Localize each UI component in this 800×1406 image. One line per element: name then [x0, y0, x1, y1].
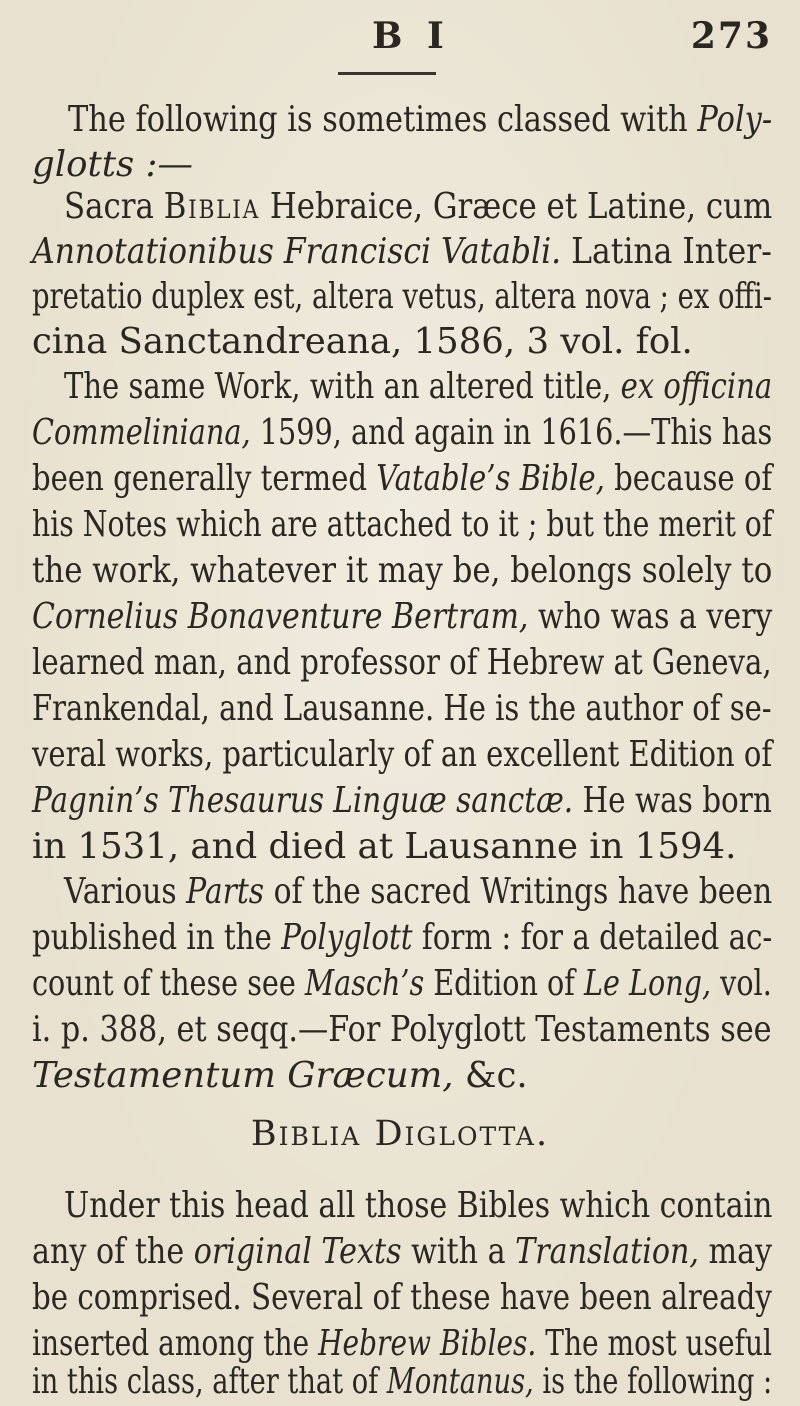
text-line-24: any of the original Texts with a Translation, may	[32, 1231, 773, 1272]
text-line-26: inserted among the Hebrew Bibles. The most useful	[32, 1323, 773, 1364]
text-line-5: pretatio duplex est, altera vetus, altera nova ; ex offi-	[32, 276, 773, 317]
text-line-20: count of these see Masch’s Edition of Le Long, vol.	[32, 963, 772, 1004]
text-line-15: veral works, particularly of an excellent Edition of	[32, 734, 773, 775]
text-line-25: be comprised. Several of these have been already	[32, 1277, 772, 1318]
text-line-6: cina Sanctandreana, 1586, 3 vol. fol.	[32, 321, 693, 362]
text-line-18: Various Parts of the sacred Writings have been	[64, 871, 773, 912]
text-line-11: the work, whatever it may be, belongs solely to	[32, 550, 773, 591]
text-line-23: Under this head all those Bibles which contain	[64, 1185, 773, 1226]
text-line-3: Sacra Biblia Hebraice, Græce et Latine, cum	[64, 186, 773, 227]
text-line-17: in 1531, and died at Lausanne in 1594.	[32, 826, 737, 867]
text-line-7: The same Work, with an altered title, ex officina	[64, 366, 773, 407]
text-line-13: learned man, and professor of Hebrew at Geneva,	[32, 642, 772, 683]
text-line-9: been generally termed Vatable’s Bible, because of	[32, 458, 773, 499]
text-line-21: i. p. 388, et seqq.—For Polyglott Testaments see	[32, 1009, 772, 1050]
text-line-22: Testamentum Græcum, &c.	[32, 1055, 528, 1096]
page-header	[0, 14, 800, 64]
text-line-8: Commeliniana, 1599, and again in 1616.—This has	[32, 412, 773, 453]
page-number: 273	[690, 15, 772, 57]
text-line-16: Pagnin’s Thesaurus Linguæ sanctæ. He was born	[32, 780, 772, 821]
text-line-14: Frankendal, and Lausanne. He is the author of se-	[32, 688, 772, 729]
text-line-10: his Notes which are attached to it ; but the merit of	[32, 504, 773, 545]
header-rule	[338, 72, 436, 75]
signature-mark: B I	[372, 15, 450, 57]
text-line-4: Annotationibus Francisci Vatabli. Latina Inter-	[32, 231, 772, 272]
text-line-27: in this class, after that of Montanus, is the following :	[32, 1361, 773, 1402]
text-line-19: published in the Polyglott form : for a detailed ac-	[32, 917, 773, 958]
text-line-12: Cornelius Bonaventure Bertram, who was a very	[32, 596, 773, 637]
text-line-1: The following is sometimes classed with Poly-	[68, 99, 773, 140]
section-heading: Biblia Diglotta.	[250, 1114, 550, 1154]
text-line-2: glotts :—	[32, 144, 193, 185]
